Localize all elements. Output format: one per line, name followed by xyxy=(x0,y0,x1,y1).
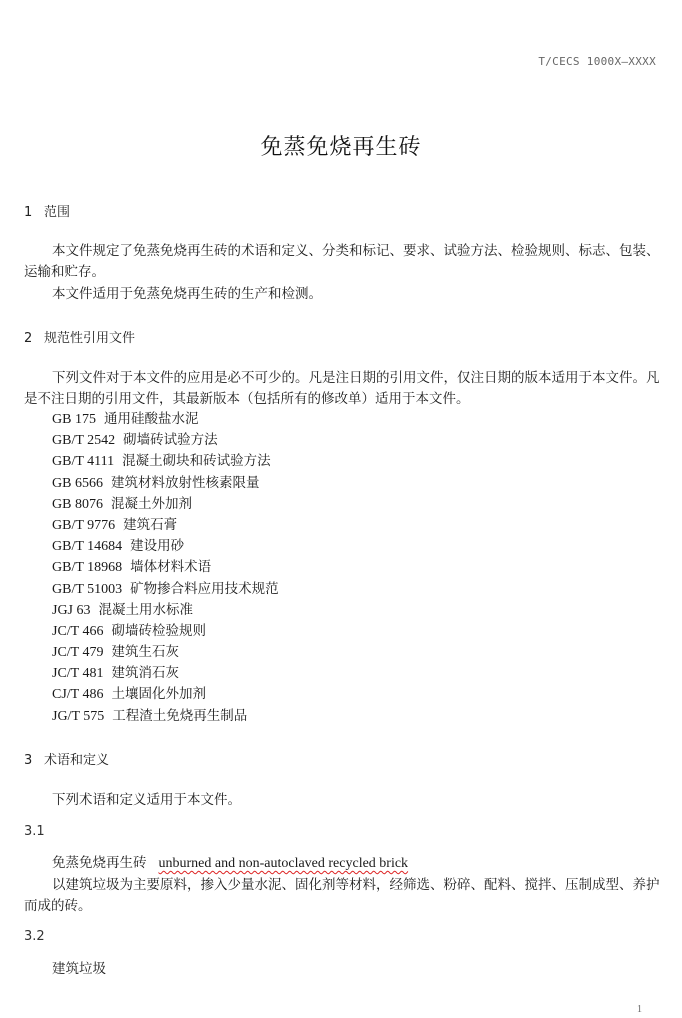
page-title: 免蒸免烧再生砖 xyxy=(260,135,422,160)
ref-name: 建筑材料放射性核素限量 xyxy=(110,474,260,491)
ref-name: 建设用砂 xyxy=(130,538,185,555)
ref-code: JC/T 466 xyxy=(52,623,104,639)
ref-code: GB 8076 xyxy=(52,496,103,512)
ref-code: GB 175 xyxy=(52,412,96,427)
section-2-intro: 下列文件对于本文件的应用是必不可少的。凡是注日期的引用文件，仅注日期的版本适用于本文件。凡是不注日期的引用文件，其最新版本（包括所有的修改单）适用于本文件。 xyxy=(24,370,660,407)
ref-name: 混凝土用水标准 xyxy=(98,601,194,618)
list-item xyxy=(52,642,279,663)
ref-name: 混凝土外加剂 xyxy=(110,495,192,512)
ref-code: GB/T 51003 xyxy=(52,581,123,597)
ref-code: JGJ 63 xyxy=(52,602,91,618)
list-item xyxy=(52,451,279,472)
section-number: 1 xyxy=(24,205,33,220)
list-item xyxy=(52,409,279,430)
section-2-heading xyxy=(24,327,135,346)
term-chinese: 免蒸免烧再生砖 xyxy=(52,855,147,871)
list-item xyxy=(52,536,279,557)
list-item xyxy=(52,494,279,515)
section-title: 范围 xyxy=(44,205,71,220)
ref-code: GB/T 2542 xyxy=(52,433,116,449)
section-title: 规范性引用文件 xyxy=(44,331,136,346)
list-item xyxy=(52,600,279,621)
term-definition: 以建筑垃圾为主要原料，掺入少量水泥、固化剂等材料，经筛选、粉碎、配料、搅拌、压制成型、养护而成的砖。 xyxy=(24,877,660,914)
ref-name: 混凝土砌块和砖试验方法 xyxy=(122,453,271,470)
ref-code: GB/T 4111 xyxy=(52,454,115,470)
doc-code: T/CECS 1000X—XXXX xyxy=(538,55,656,68)
reference-list xyxy=(52,409,279,727)
ref-name: 土壤固化外加剂 xyxy=(111,686,206,703)
page-number: 1 xyxy=(637,1004,642,1015)
section-number: 2 xyxy=(24,331,33,346)
ref-name: 通用硅酸盐水泥 xyxy=(103,411,199,427)
list-item xyxy=(52,621,279,642)
term-english: unburned and non-autoclaved recycled brick xyxy=(158,856,409,871)
list-item xyxy=(52,706,279,727)
section-1-paragraph-1: 本文件规定了免蒸免烧再生砖的术语和定义、分类和标记、要求、试验方法、检验规则、标志、包装、运输和贮存。 xyxy=(24,243,660,280)
ref-name: 矿物掺合料应用技术规范 xyxy=(130,580,279,597)
list-item xyxy=(52,430,279,451)
ref-name: 建筑消石灰 xyxy=(111,665,179,682)
section-1-heading xyxy=(24,201,70,220)
ref-code: JG/T 575 xyxy=(52,708,105,724)
ref-name: 砌墙砖试验方法 xyxy=(123,432,218,449)
term-entry xyxy=(52,959,106,980)
list-item xyxy=(52,473,279,494)
ref-code: JC/T 481 xyxy=(52,666,104,682)
section-1-paragraph-2: 本文件适用于免蒸免烧再生砖的生产和检测。 xyxy=(52,286,322,302)
ref-name: 砌墙砖检验规则 xyxy=(111,622,206,639)
section-number: 3 xyxy=(24,753,33,768)
ref-code: GB/T 18968 xyxy=(52,560,123,576)
clause-number: 3.1 xyxy=(24,824,45,839)
list-item xyxy=(52,663,279,684)
ref-code: GB/T 14684 xyxy=(52,539,123,555)
clause-number: 3.2 xyxy=(24,929,45,944)
ref-name: 建筑石膏 xyxy=(123,516,178,533)
ref-code: GB/T 9776 xyxy=(52,517,116,533)
ref-code: GB 6566 xyxy=(52,475,103,491)
list-item xyxy=(52,515,279,536)
list-item xyxy=(52,557,279,578)
ref-name: 墙体材料术语 xyxy=(130,559,212,576)
ref-code: JC/T 479 xyxy=(52,645,104,661)
list-item xyxy=(52,579,279,600)
term-entry xyxy=(52,853,408,874)
section-title: 术语和定义 xyxy=(44,753,110,768)
ref-code: CJ/T 486 xyxy=(52,687,104,703)
term-chinese: 建筑垃圾 xyxy=(52,961,106,977)
ref-name: 建筑生石灰 xyxy=(111,644,179,661)
section-3-intro: 下列术语和定义适用于本文件。 xyxy=(52,792,241,808)
ref-name: 工程渣土免烧再生制品 xyxy=(112,707,248,724)
section-3-heading xyxy=(24,749,109,768)
list-item xyxy=(52,684,279,705)
